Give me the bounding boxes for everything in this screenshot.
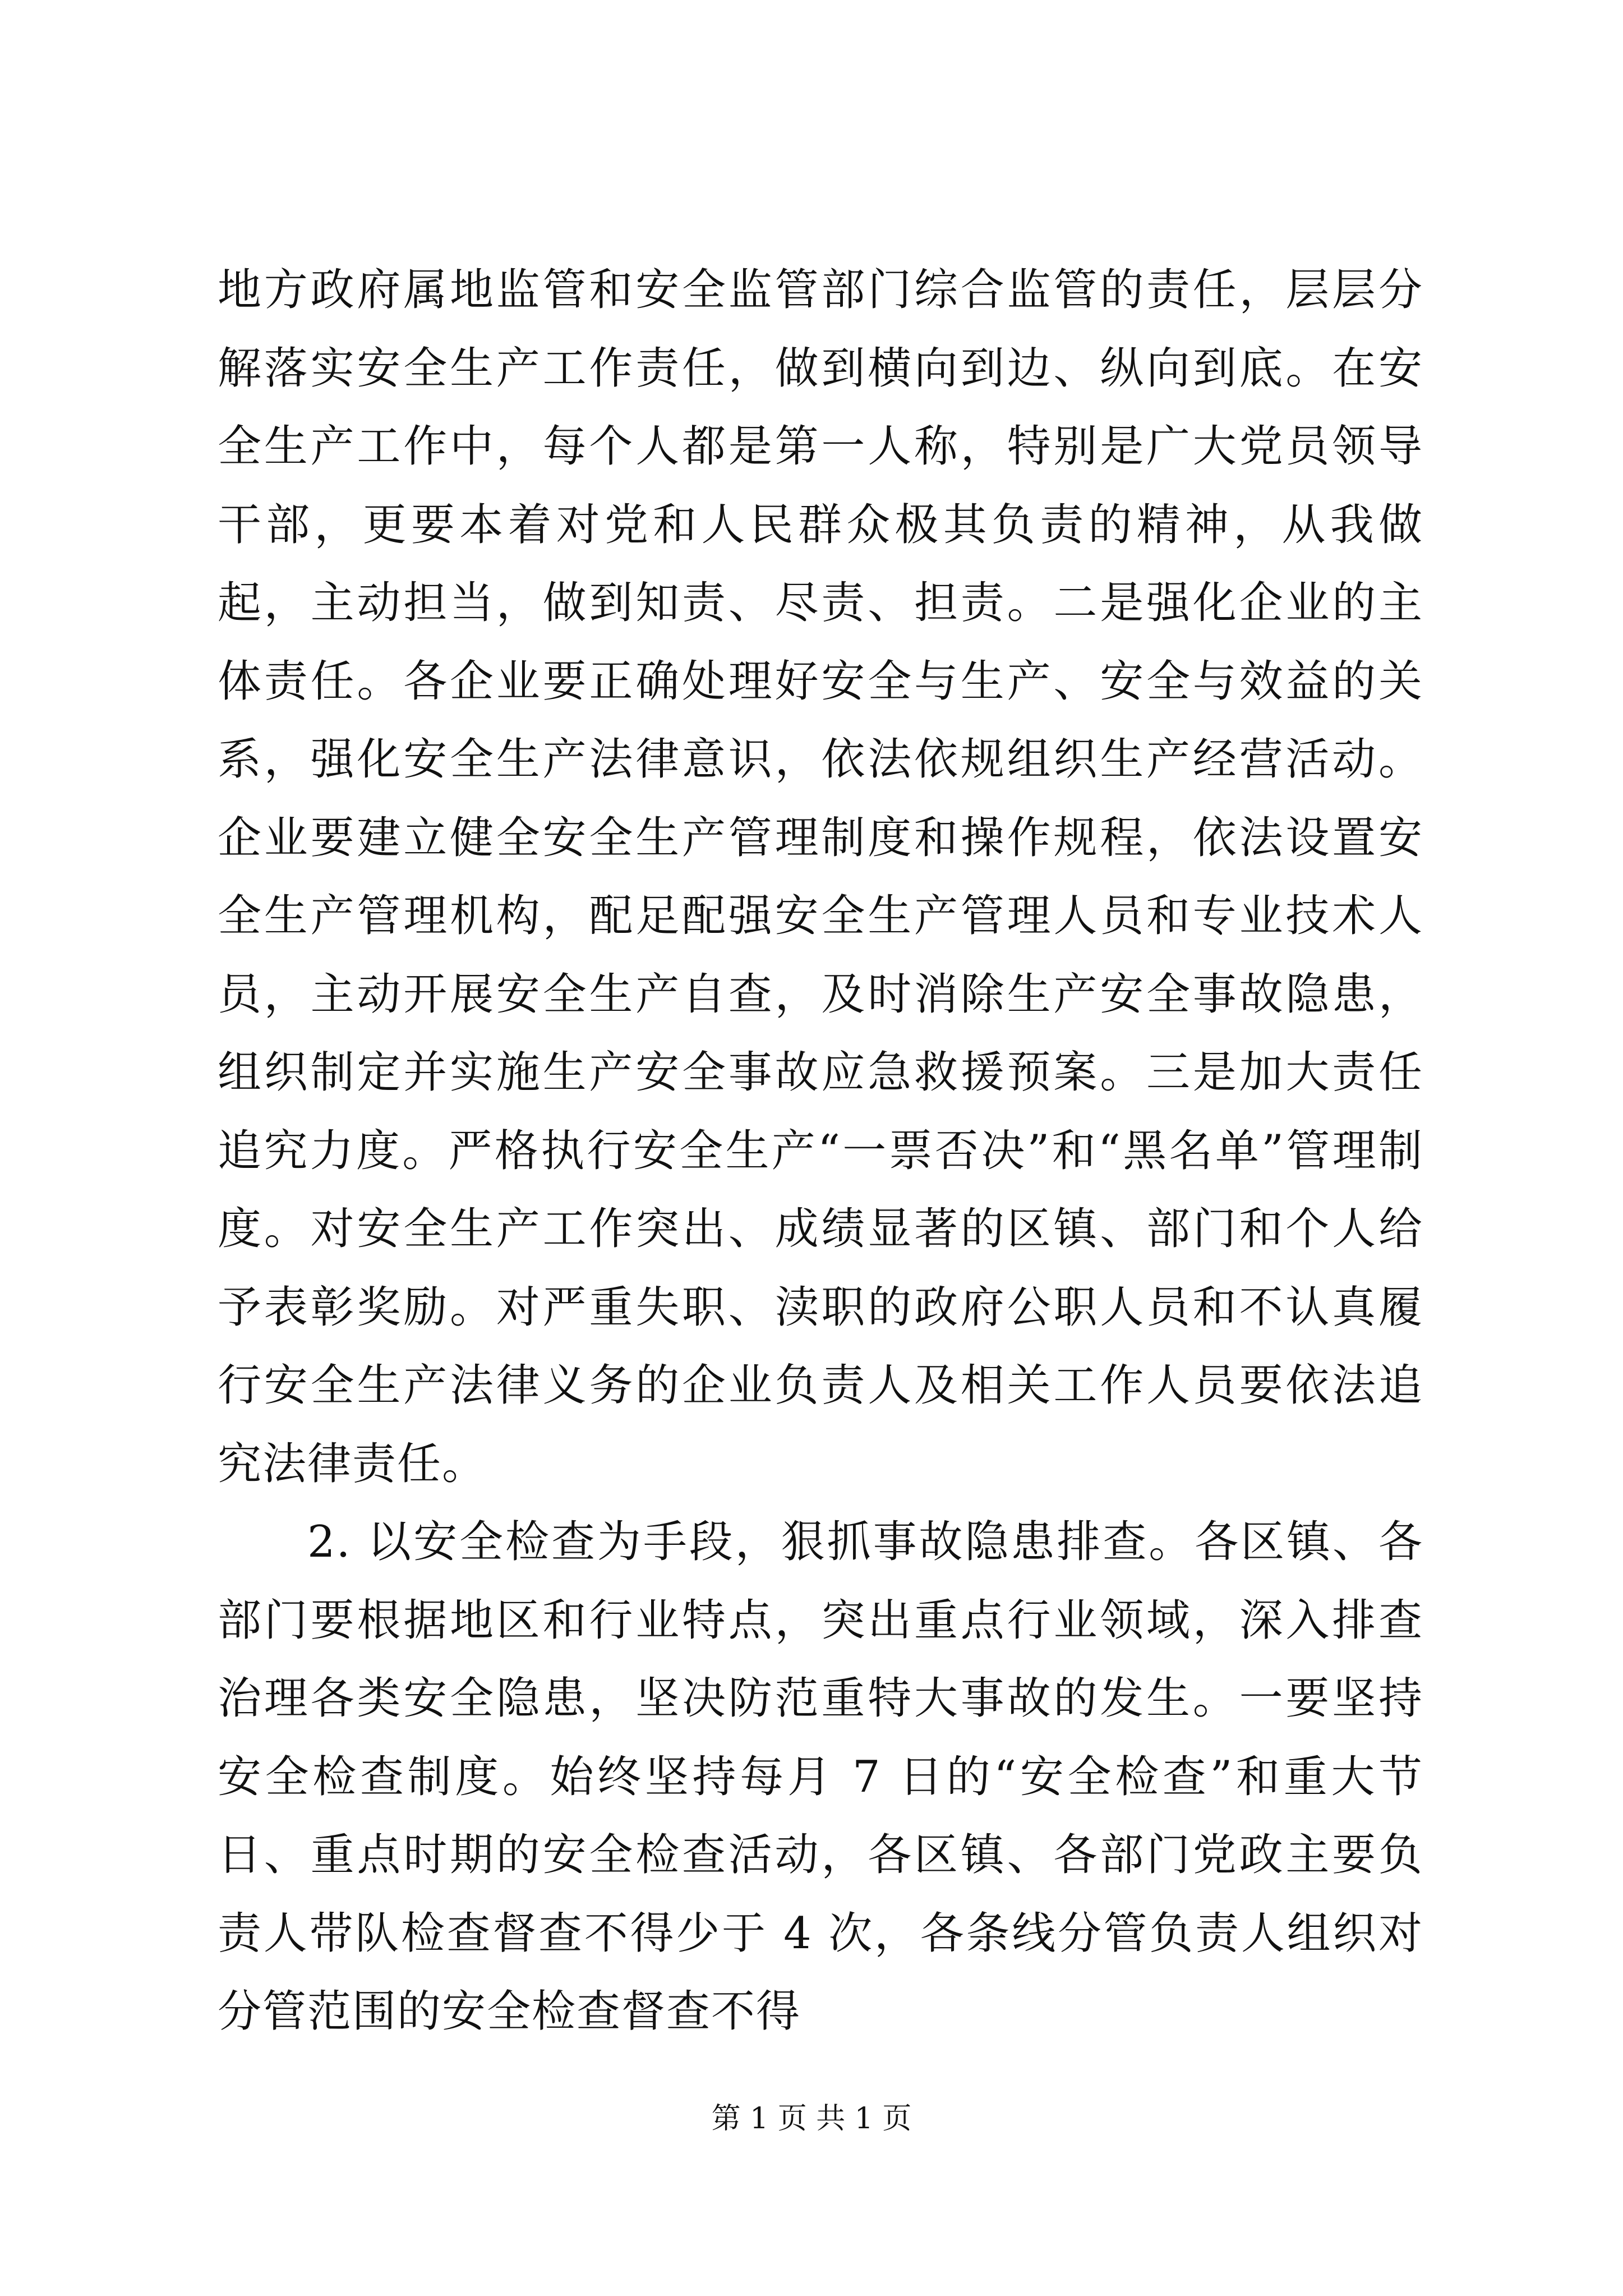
paragraph-safety-inspection: 2. 以安全检查为手段，狠抓事故隐患排查。各区镇、各部门要根据地区和行业特点，突出重点行业领域，深入排查治理各类安全隐患，坚决防范重特大事故的发生。一要坚持安全检查制度。始终坚持每月 7 日的“安全检查”和重大节日、重点时期的安全检查活动，各区镇、各部门党政主要负责人带队检查督查不得少于 4 次，各条线分管负责人组织对分管范围的安全检查督查不得 bbox=[218, 1517, 1423, 2037]
page-footer: 第 1 页 共 1 页 bbox=[711, 2102, 912, 2136]
document-body bbox=[218, 251, 1423, 2051]
paragraph-responsibility: 地方政府属地监管和安全监管部门综合监管的责任，层层分解落实安全生产工作责任，做到横向到边、纵向到底。在安全生产工作中，每个人都是第一人称，特别是广大党员领导干部，更要本着对党和人民群众极其负责的精神，从我做起，主动担当，做到知责、尽责、担责。二是强化企业的主体责任。各企业要正确处理好安全与生产、安全与效益的关系，强化安全生产法律意识，依法依规组织生产经营活动。企业要建立健全安全生产管理制度和操作规程，依法设置安全生产管理机构，配足配强安全生产管理人员和专业技术人员，主动开展安全生产自查，及时消除生产安全事故隐患，组织制定并实施生产安全事故应急救援预案。三是加大责任追究力度。严格执行安全生产“一票否决”和“黑名单”管理制度。对安全生产工作突出、成绩显著的区镇、部门和个人给予表彰奖励。对严重失职、渎职的政府公职人员和不认真履行安全生产法律义务的企业负责人及相关工作人员要依法追究法律责任。 bbox=[218, 265, 1423, 1489]
